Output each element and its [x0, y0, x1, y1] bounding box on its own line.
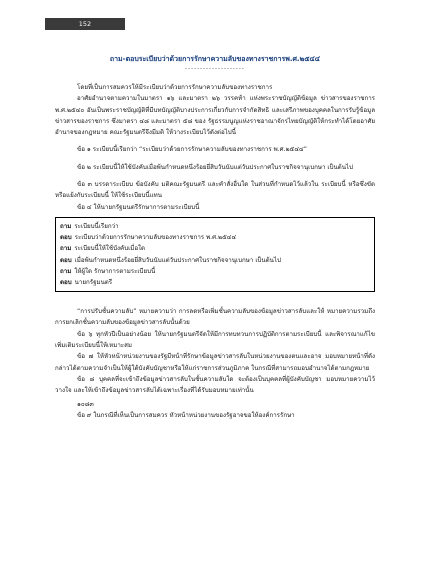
- qa-line: [60, 266, 370, 277]
- title-divider: --------------------: [185, 66, 245, 72]
- qa-label: ถาม: [60, 222, 72, 230]
- definition-paragraph: “การปรับชั้นความลับ” หมายความว่า การลดหรือเพิ่มชั้นความลับของข้อมูลข่าวสารลับและให้ หมายความรวมถึงการยกเลิกชั้นความลับของข้อมูลข่าวสารลับนั้นด้วย: [55, 308, 375, 327]
- document-body: [55, 54, 375, 421]
- qa-label: ถาม: [60, 267, 72, 275]
- clause-paragraph: ข้อ ๑ ระเบียบนี้เรียกว่า “ระเบียบว่าด้วยการรักษาความลับของทางราชการ พ.ศ.๒๕๔๔”: [77, 146, 307, 154]
- clause-paragraph: ข้อ ๙ ในกรณีที่เห็นเป็นการสมควร หัวหน้าหน่วยงานของรัฐอาจขอให้องค์การรักษา: [77, 411, 295, 419]
- clause-paragraph: ข้อ ๓ บรรดาระเบียบ ข้อบังคับ มติคณะรัฐมนตรี และคำสั่งอื่นใด ในส่วนที่กำหนดไว้แล้วใน ระเบียบนี้ หรือซึ่งขัดหรือแย้งกับระเบียบนี้ ให้ใช้ระเบียบนี้แทน: [55, 181, 375, 200]
- preamble-paragraph: โดยที่เป็นการสมควรให้มีระเบียบว่าด้วยการรักษาความลับของทางราชการ: [77, 84, 273, 91]
- clause-paragraph: ข้อ ๖ ทุกหัวปีเป็นอย่างน้อย ให้นายกรัฐมนตรีจัดให้มีการทบทวนการปฏิบัติการตามระเบียบนี้ และพิจารณาแก้ไขเพิ่มเติมระเบียบนี้ให้เหมาะสม: [55, 330, 375, 350]
- qa-text: เมื่อพ้นกำหนดหนึ่งร้อยยี่สิบวันนับแต่วันประกาศในราชกิจจานุเบกษา เป็นต้นไป: [74, 256, 281, 264]
- qa-line: [60, 232, 370, 243]
- clause-paragraph: ข้อ ๔ ให้นายกรัฐมนตรีรักษาการตามระเบียบนี้: [77, 203, 200, 211]
- qa-text: ระเบียบว่าด้วยการรักษาความลับของทางราชการ พ.ศ.๒๕๔๔: [74, 234, 237, 242]
- document-title: ถาม-ตอบระเบียบว่าด้วยการรักษาความลับของทางราชการพ.ศ.๒๕๔๔: [109, 55, 321, 63]
- qa-label: ตอบ: [60, 278, 72, 286]
- footnote-number: ๑๐๘๓: [77, 400, 94, 408]
- page-number: 152: [45, 18, 125, 30]
- qa-text: ระเบียบนี้ให้ใช้บังคับเมื่อใด: [74, 245, 146, 253]
- qa-line: [60, 221, 370, 232]
- qa-text: ให้ผู้ใด รักษาการตามระเบียบนี้: [74, 267, 156, 275]
- qa-line: [60, 277, 370, 288]
- preamble-paragraph: อาศัยอำนาจตามความในมาตรา ๑๖ และมาตรา ๒๖ วรรคท้า แห่งพระราชบัญญัติข้อมูล ข่าวสารของราชการ พ.ศ.๒๕๔๐ อันเป็นพระราชบัญญัติที่มีบทบัญญัติบางประการเกี่ยวกับการจำกัดสิทธิ และเสรีภาพของบุคคลในการรับรู้ข้อมูลข่าวสารของราชการ ซึ่งมาตรา ๔๘ และมาตรา ๕๘ ของ รัฐธรรมนูญแห่งราชอาณาจักรไทยบัญญัติให้กระทำได้โดยอาศัยอำนาจของกฎหมาย คณะรัฐมนตรีจึงมีมติ ให้วางระเบียบไว้ดังต่อไปนี้: [55, 95, 375, 137]
- qa-text: นายกรัฐมนตรี: [74, 278, 113, 286]
- qa-line: [60, 255, 370, 266]
- clause-paragraph: ข้อ ๒ ระเบียบนี้ให้ใช้บังคับเมื่อพ้นกำหนดหนึ่งร้อยยี่สิบวันนับแต่วันประกาศในราชกิจจานุเบกษา เป็นต้นไป: [77, 163, 353, 171]
- qa-text: ระเบียบนี้เรียกว่า: [74, 222, 119, 230]
- qa-box: [55, 217, 375, 292]
- clause-paragraph: ข้อ ๘ บุคคลที่จะเข้าถึงข้อมูลข่าวสารลับในชั้นความลับใด จะต้องเป็นบุคคลที่ผู้บังคับบัญชา มอบหมายความไว้วางใจ และให้เข้าถึงข้อมูลข่าวสารลับได้เฉพาะเรื่องที่ได้รับมอบหมายเท่านั้น: [55, 375, 375, 395]
- clause-paragraph: ข้อ ๗ ให้หัวหน้าหน่วยงานของรัฐมีหน้าที่รักษาข้อมูลข่าวสารลับในหน่วยงานของตนและอาจ มอบหมายหน้าที่ดังกล่าวได้ตามความจำเป็นให้ผู้ใต้บังคับบัญชาหรือให้แก่ราชการส่วนภูมิภาค ในกรณีที่สามารถมอบอำนาจได้ตามกฎหมาย: [55, 353, 375, 372]
- qa-line: [60, 243, 370, 254]
- qa-label: ตอบ: [60, 234, 72, 242]
- qa-label: ตอบ: [60, 256, 72, 264]
- qa-label: ถาม: [60, 245, 72, 253]
